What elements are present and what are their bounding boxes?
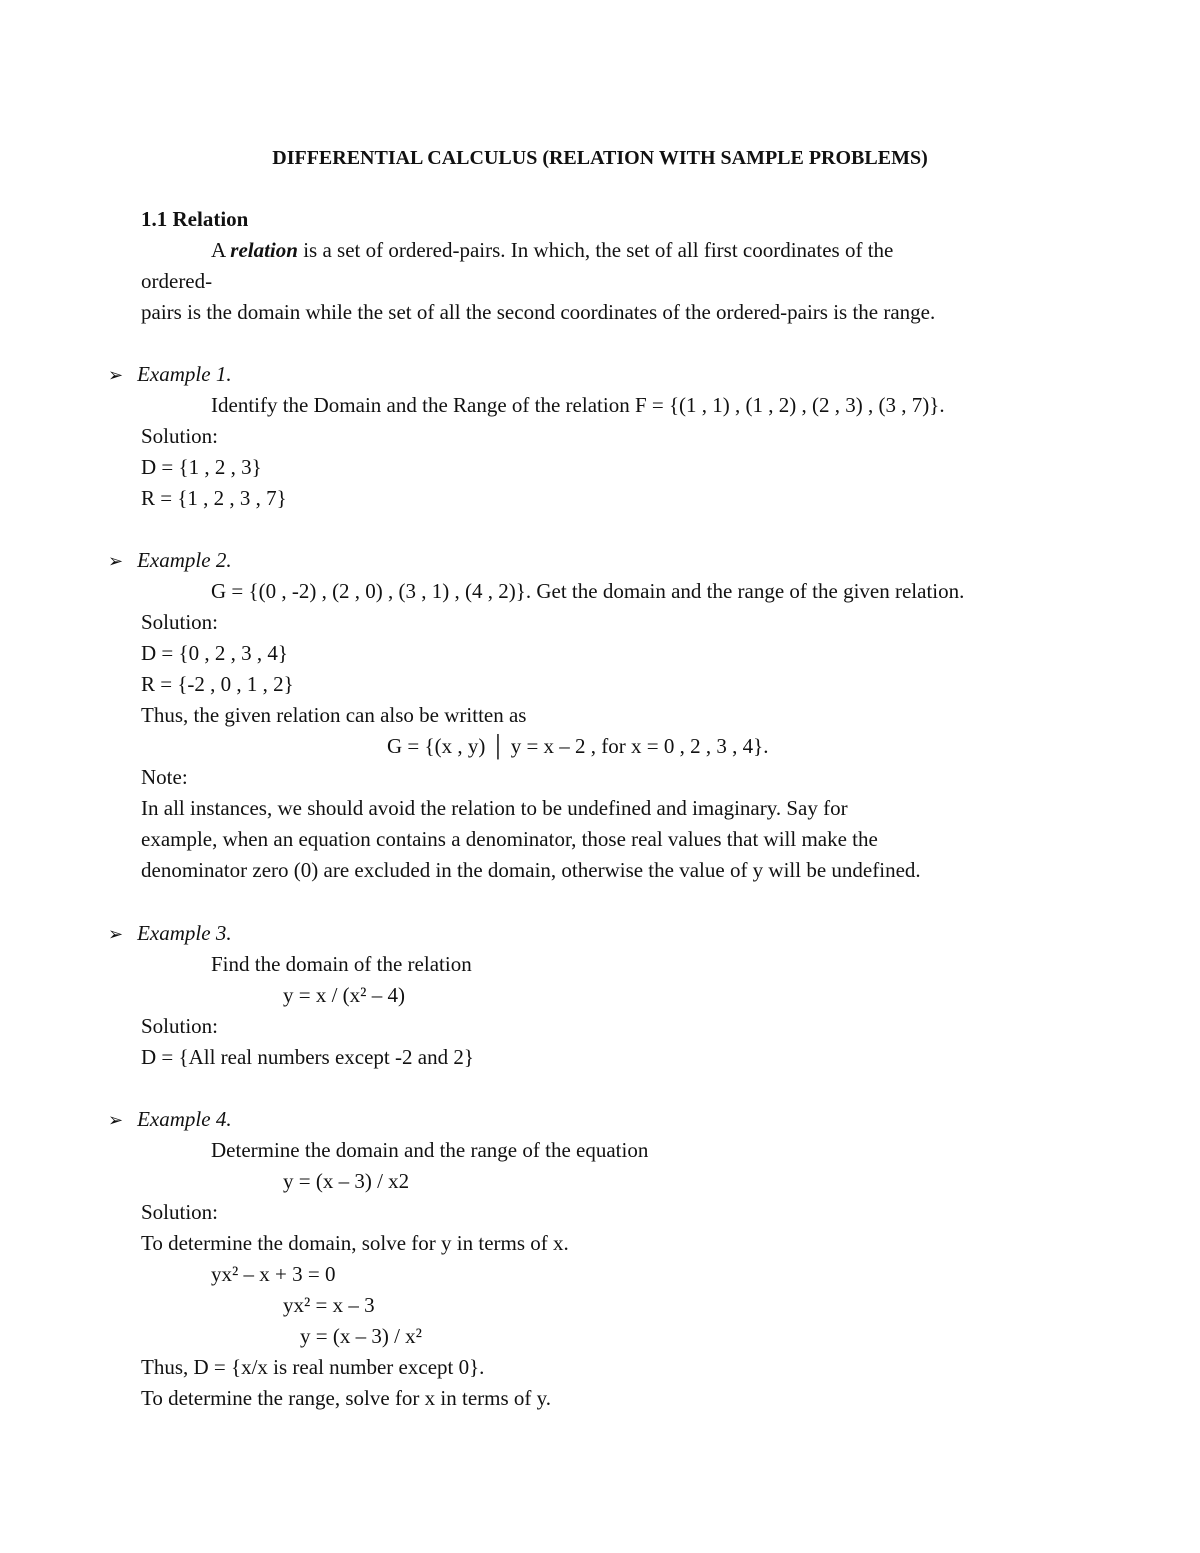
example-2-note-line: denominator zero (0) are excluded in the domain, otherwise the value of y will be undefined. <box>141 858 921 882</box>
example-1-header <box>108 361 232 389</box>
example-2-note-line: In all instances, we should avoid the relation to be undefined and imaginary. Say for <box>141 796 848 820</box>
example-1-domain: D = {1 , 2 , 3} <box>141 455 262 479</box>
example-3-label: Example 3. <box>137 921 232 945</box>
example-3-equation: y = x / (x² – 4) <box>283 983 405 1007</box>
example-2-domain: D = {0 , 2 , 3 , 4} <box>141 641 288 665</box>
example-4-equation: y = (x – 3) / x2 <box>283 1169 410 1193</box>
example-2-problem: G = {(0 , -2) , (2 , 0) , (3 , 1) , (4 , 2)}. Get the domain and the range of the given relation. <box>211 579 965 603</box>
example-2-thus: Thus, the given relation can also be written as <box>141 703 527 727</box>
example-4-solution-label: Solution: <box>141 1200 219 1224</box>
intro-line-1 <box>211 237 893 263</box>
example-2-range: R = {-2 , 0 , 1 , 2} <box>141 672 294 696</box>
section-heading: 1.1 Relation <box>141 207 249 231</box>
arrow-bullet-icon: ➢ <box>108 365 124 386</box>
example-3-header <box>108 920 232 948</box>
example-2-set-builder: G = {(x , y) │ y = x – 2 , for x = 0 , 2 , 3 , 4}. <box>387 734 769 758</box>
example-1-solution-label: Solution: <box>141 424 219 448</box>
intro-text-b: is a set of ordered-pairs. In which, the set of all first coordinates of the <box>297 238 894 262</box>
example-2-note-line: example, when an equation contains a denominator, those real values that will make the <box>141 827 878 851</box>
example-1-label: Example 1. <box>137 362 232 386</box>
example-2-note-label: Note: <box>141 765 188 789</box>
intro-text-a: A <box>211 238 231 262</box>
document-title: DIFFERENTIAL CALCULUS (RELATION WITH SAMPLE PROBLEMS) <box>272 147 928 169</box>
example-4-problem: Determine the domain and the range of the equation <box>211 1138 649 1162</box>
example-4-header <box>108 1106 232 1134</box>
example-3-solution-label: Solution: <box>141 1014 219 1038</box>
example-1-range: R = {1 , 2 , 3 , 7} <box>141 486 287 510</box>
example-4-step-intro: To determine the domain, solve for y in terms of x. <box>141 1231 569 1255</box>
intro-line-2: ordered- <box>141 269 213 293</box>
arrow-bullet-icon: ➢ <box>108 1110 124 1131</box>
example-2-header <box>108 547 232 575</box>
example-4-domain: Thus, D = {x/x is real number except 0}. <box>141 1355 485 1379</box>
example-4-step: yx² – x + 3 = 0 <box>211 1262 336 1286</box>
example-4-step: yx² = x – 3 <box>283 1293 375 1317</box>
arrow-bullet-icon: ➢ <box>108 924 124 945</box>
example-3-domain: D = {All real numbers except -2 and 2} <box>141 1045 474 1069</box>
intro-term: relation <box>230 238 298 262</box>
arrow-bullet-icon: ➢ <box>108 551 124 572</box>
example-1-problem: Identify the Domain and the Range of the relation F = {(1 , 1) , (1 , 2) , (2 , 3) , (3 , 7)}. <box>211 393 945 417</box>
example-4-step: y = (x – 3) / x² <box>300 1324 422 1348</box>
example-2-label: Example 2. <box>137 548 232 572</box>
example-4-range-intro: To determine the range, solve for x in terms of y. <box>141 1386 552 1410</box>
intro-line-3: pairs is the domain while the set of all the second coordinates of the ordered-pairs is the range. <box>141 300 936 324</box>
example-4-label: Example 4. <box>137 1107 232 1131</box>
example-2-solution-label: Solution: <box>141 610 219 634</box>
example-3-problem: Find the domain of the relation <box>211 952 472 976</box>
